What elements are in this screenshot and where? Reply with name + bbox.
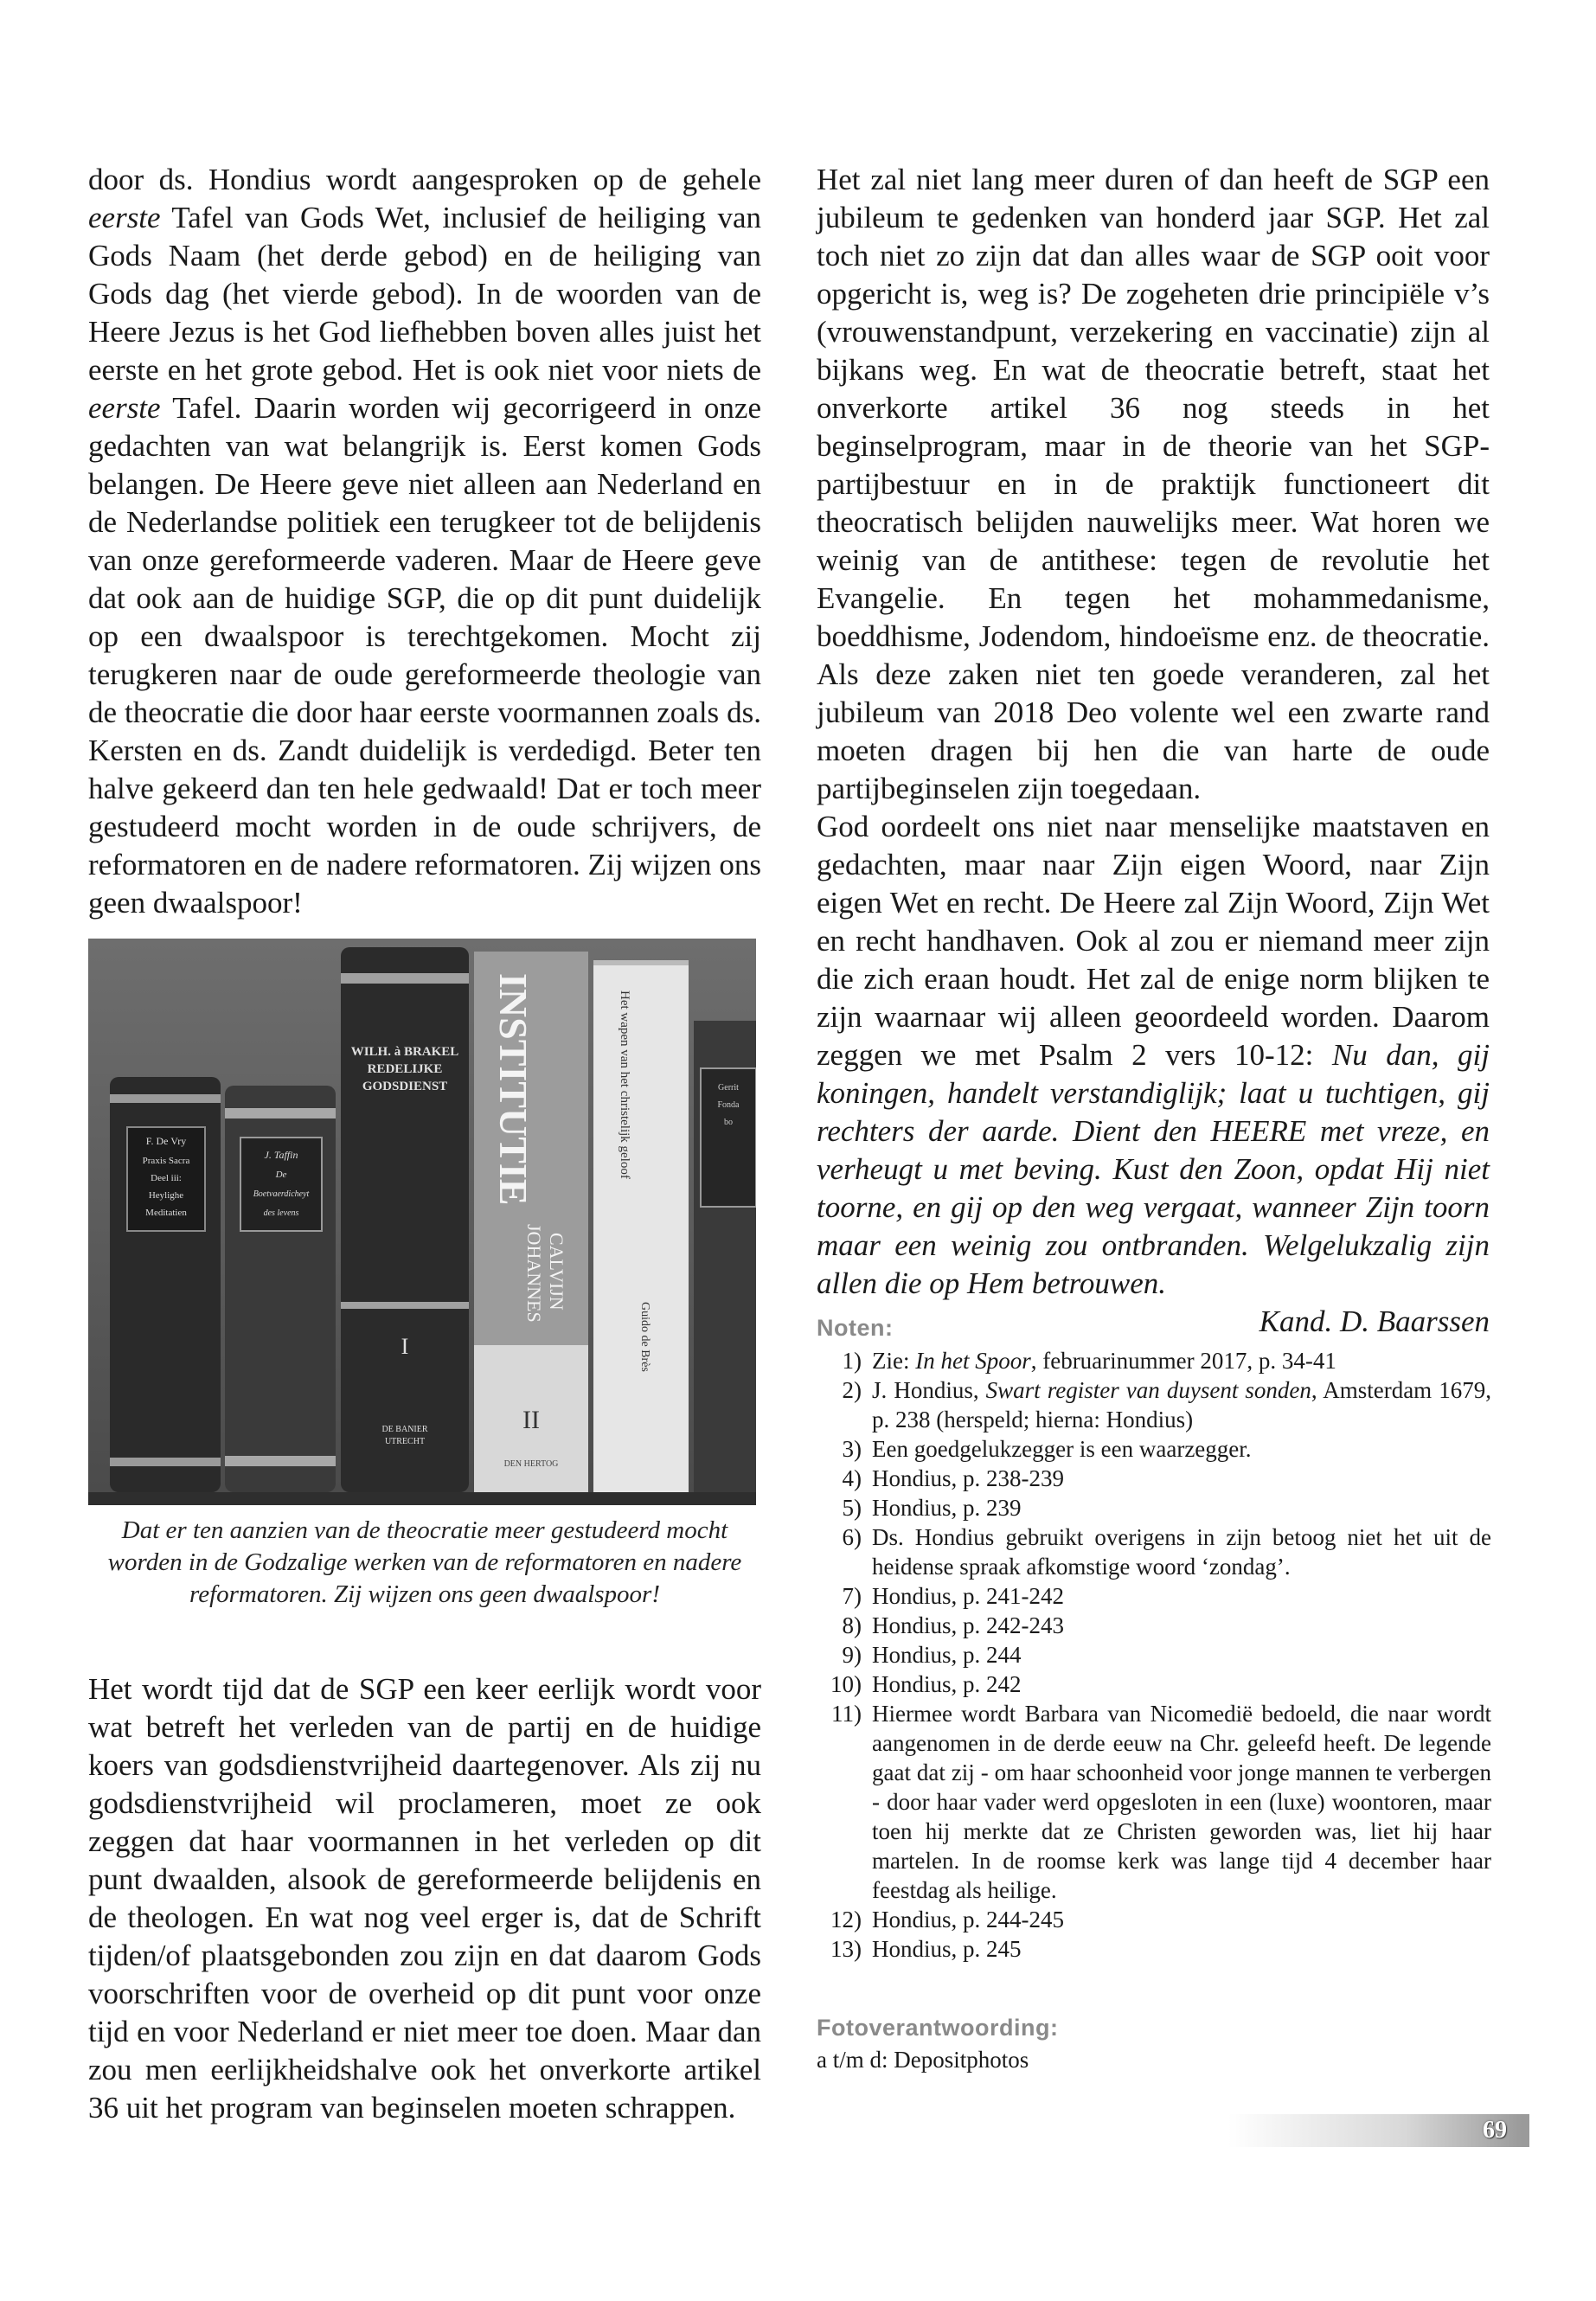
note-number: 6) [842, 1524, 862, 1550]
italic-text: eerste [88, 201, 161, 234]
note-item [817, 1493, 1491, 1522]
note-number: 3) [842, 1436, 862, 1462]
book4-line: DEN HERTOG [503, 1459, 559, 1469]
text-run: Een goedgelukzegger is een waarzegger. [872, 1436, 1252, 1462]
text-run: Hondius, p. 239 [872, 1495, 1022, 1521]
note-text [872, 1905, 1491, 1934]
book3-line: I [401, 1334, 409, 1359]
text-run: , Amsterdam 1679, p. 238 (herspeld; hierna: Hondius) [872, 1377, 1492, 1433]
note-number: 8) [842, 1612, 862, 1638]
text-run: door ds. Hondius wordt aangesproken op de gehele [88, 163, 761, 196]
text-run: Zie: [872, 1348, 916, 1374]
book1-line: Deel iii: [151, 1173, 182, 1183]
note-item [817, 1464, 1491, 1493]
book1-line: Praxis Sacra [142, 1156, 190, 1166]
text-run: Hondius, p. 241-242 [872, 1583, 1064, 1609]
note-number: 9) [842, 1642, 862, 1668]
text-run: Hondius, p. 242-243 [872, 1612, 1064, 1638]
book4-line: JOHANNES [523, 1224, 545, 1323]
note-item [817, 1934, 1491, 1964]
left-column-top [88, 161, 761, 922]
notes-list [817, 1346, 1491, 1964]
book2-line: J. Taffin [264, 1149, 298, 1161]
note-text [872, 1934, 1491, 1964]
text-run: Hondius, p. 244 [872, 1642, 1022, 1668]
note-number: 13) [830, 1936, 862, 1962]
note-number: 1) [842, 1348, 862, 1374]
note-text [872, 1493, 1491, 1522]
note-item [817, 1434, 1491, 1464]
book6-line: Fonda [717, 1100, 740, 1110]
note-text [872, 1346, 1491, 1375]
note-number: 12) [830, 1907, 862, 1932]
note-text [872, 1670, 1491, 1699]
book6-line: Gerrit [718, 1083, 739, 1093]
note-number: 11) [831, 1701, 862, 1727]
photo-credit-heading: Fotoverantwoording: [817, 2015, 1059, 2041]
note-item [817, 1346, 1491, 1375]
note-text [872, 1581, 1491, 1611]
text-run: Hiermee wordt Barbara van Nicomedië bedoeld, die naar wordt aangenomen in de derde eeuw na Chr. geleefd heeft. De legende gaat dat zij - om haar schoonheid voor jonge mannen te verbergen - door haar vader werd opgesloten in een (luxe) woontoren, maar toen hij merkte dat ze Christen geworden was, liet hij haar martelen. In de roomse kerk was lange tijd 4 december haar feestdag als heilige. [872, 1701, 1491, 1903]
note-number: 2) [842, 1377, 862, 1403]
body-paragraph: Het zal niet lang meer duren of dan heeft de SGP een jubileum te gedenken van honderd jaar SGP. Het zal toch niet zo zijn dat dan alles waar de SGP ooit voor opgericht is, weg is? De zogeheten drie principiële v’s (vrouwenstandpunt, verzekering en vaccinatie) zijn al bijkans weg. En wat de theocratie betreft, staat het onverkorte artikel 36 nog steeds in het beginselprogram, maar in de theorie van het SGP-partijbestuur en in de praktijk functioneert dit theocratisch belijden nauwelijks meer. Wat horen we weinig van de antithese: tegen de revolutie het Evangelie. En tegen het mohammedanisme, boeddhisme, Jodendom, hindoeïsme enz. de theocratie. Als deze zaken niet ten goede veranderen, zal het jubileum van 2018 Deo volente wel een zwarte rand moeten dragen bij hen die van harte de oude partijbeginselen zijn toegedaan. [817, 163, 1490, 805]
text-run: Tafel. Daarin worden wij gecorrigeerd in onze gedachten van wat belangrijk is. Eerst komen Gods belangen. De Heere geve niet alleen aan Nederland en de Nederlandse politiek een terugkeer tot de belijdenis van onze gereformeerde vaderen. Maar de Heere geve dat ook aan de huidige SGP, die op dit punt duidelijk op een dwaalspoor is terechtgekomen. Mocht zij terugkeren naar de oude gereformeerde theologie van de theocratie die door haar eerste voormannen zoals ds. Kersten en ds. Zandt duidelijk is verdedigd. Beter ten halve gekeerd dan ten hele gedwaald! Dat er toch meer gestudeerd mocht worden in de oude schrijvers, de reformatoren en de nadere reformatoren. Zij wijzen ons geen dwaalspoor! [88, 391, 761, 920]
text-run: Hondius, p. 245 [872, 1936, 1022, 1962]
text-run: Hondius, p. 242 [872, 1671, 1022, 1697]
note-item [817, 1581, 1491, 1611]
book4-line: INSTITUTIE [491, 973, 535, 1206]
note-text [872, 1464, 1491, 1493]
note-text [872, 1699, 1491, 1905]
note-item [817, 1699, 1491, 1905]
body-paragraph [88, 161, 761, 922]
text-run: Tafel van Gods Wet, inclusief de heiliging van Gods Naam (het derde gebod) en de heiliging van Gods dag (het vierde gebod). In de woorden van de Heere Jezus is het God liefhebben boven alles juist het eerste en het grote gebod. Het is ook niet voor niets de [88, 201, 761, 387]
italic-text: eerste [88, 391, 161, 425]
note-item [817, 1611, 1491, 1640]
book2-line: Boetvaerdicheyt [253, 1189, 310, 1199]
book5-line: Guido de Brès [638, 1302, 651, 1372]
note-number: 10) [830, 1671, 862, 1697]
text-run: Ds. Hondius gebruikt overigens in zijn betoog niet het uit de heidense spraak afkomstige woord ‘zondag’. [872, 1524, 1491, 1580]
note-text [872, 1375, 1491, 1434]
book4-line: II [522, 1406, 540, 1434]
note-number: 4) [842, 1465, 862, 1491]
note-text [872, 1522, 1491, 1581]
book1-line: F. De Vry [145, 1135, 187, 1147]
book5-line: Het wapen van het christelijk geloof [618, 990, 631, 1179]
page-number: 69 [1483, 2117, 1507, 2144]
books-photo [88, 939, 756, 1505]
italic-text: In het Spoor [915, 1348, 1031, 1374]
text-run: God oordeelt ons niet naar menselijke maatstaven en gedachten, maar naar Zijn eigen Woord, naar Zijn eigen Wet en recht. De Heere zal Zijn Woord, Zijn Wet en recht handhaven. Ook al zou er niemand meer zijn die zich eraan houdt. Het zal de enige norm blijken te zijn waarnaar wij alleen geoordeeld worden. Daarom zeggen we met Psalm 2 vers 10-12: [817, 810, 1490, 1072]
note-item [817, 1375, 1491, 1434]
photo-caption: Dat er ten aanzien van de theocratie meer gestudeerd mocht worden in de Godzalige werken van de reformatoren en nadere reformatoren. Zij wijzen ons geen dwaalspoor! [107, 1516, 742, 1608]
note-item [817, 1670, 1491, 1699]
book3-line: UTRECHT [384, 1437, 426, 1446]
text-run: Hondius, p. 244-245 [872, 1907, 1064, 1932]
note-item [817, 1522, 1491, 1581]
right-column [817, 161, 1490, 1341]
body-paragraph [817, 808, 1490, 1303]
book3-line: GODSDIENST [362, 1080, 448, 1093]
note-item [817, 1640, 1491, 1670]
note-item [817, 1905, 1491, 1934]
note-number: 5) [842, 1495, 862, 1521]
note-text [872, 1640, 1491, 1670]
book2-line: De [275, 1170, 287, 1180]
left-column-bottom [88, 1670, 761, 2127]
body-paragraph: Het wordt tijd dat de SGP een keer eerlijk wordt voor wat betreft het verleden van de partij en de huidige koers van godsdienstvrijheid daartegenover. Als zij nu godsdienstvrijheid wil proclameren, moet ze ook zeggen dat haar voormannen in het verleden op dit punt dwaalden, alsook de gereformeerde belijdenis en de theologen. En wat nog veel erger is, dat de Schrift tijden/of plaatsgebonden zou zijn en dat daarom Gods voorschriften voor de overheid op dit punt voor onze tijd en voor Nederland er niet meer toe doen. Maar dan zou men eerlijkheidshalve ook het onverkorte artikel 36 uit het program van beginselen moeten schrappen. [88, 1672, 761, 2125]
book4-line: CALVIJN [546, 1233, 567, 1311]
book6-line: bo [724, 1118, 733, 1127]
book1-line: Meditatien [145, 1208, 187, 1218]
text-run: Hondius, p. 238-239 [872, 1465, 1064, 1491]
book2-line: des levens [263, 1208, 299, 1218]
book3-line: REDELIJKE [367, 1062, 443, 1076]
italic-text: Nu dan, gij koningen, handelt verstandiglijk; laat u tuchtigen, gij rechters der aarde. Dient den HEERE met vreze, en verheugt u met beving. Kust den Zoon, opdat Hij niet toorne, en gij op den weg vergaat, wanneer Zijn toorn maar een weinig zou ontbranden. Welgelukzalig zijn allen die op Hem betrouwen. [817, 1038, 1490, 1300]
note-text [872, 1434, 1491, 1464]
notes-heading: Noten: [817, 1315, 894, 1341]
italic-text: Swart register van duysent sonden [985, 1377, 1311, 1403]
book3-line: DE BANIER [381, 1425, 428, 1434]
note-text [872, 1611, 1491, 1640]
page-mark [1522, 2114, 1529, 2147]
book3-line: WILH. à BRAKEL [350, 1045, 459, 1059]
book1-line: Heylighe [148, 1190, 184, 1201]
text-run: J. Hondius, [872, 1377, 986, 1403]
author-signature: Kand. D. Baarssen [1259, 1304, 1490, 1338]
text-run: , februarinummer 2017, p. 34-41 [1030, 1348, 1336, 1374]
photo-credit: a t/m d: Depositphotos [817, 2047, 1029, 2073]
note-number: 7) [842, 1583, 862, 1609]
books-illustration [88, 939, 756, 1505]
